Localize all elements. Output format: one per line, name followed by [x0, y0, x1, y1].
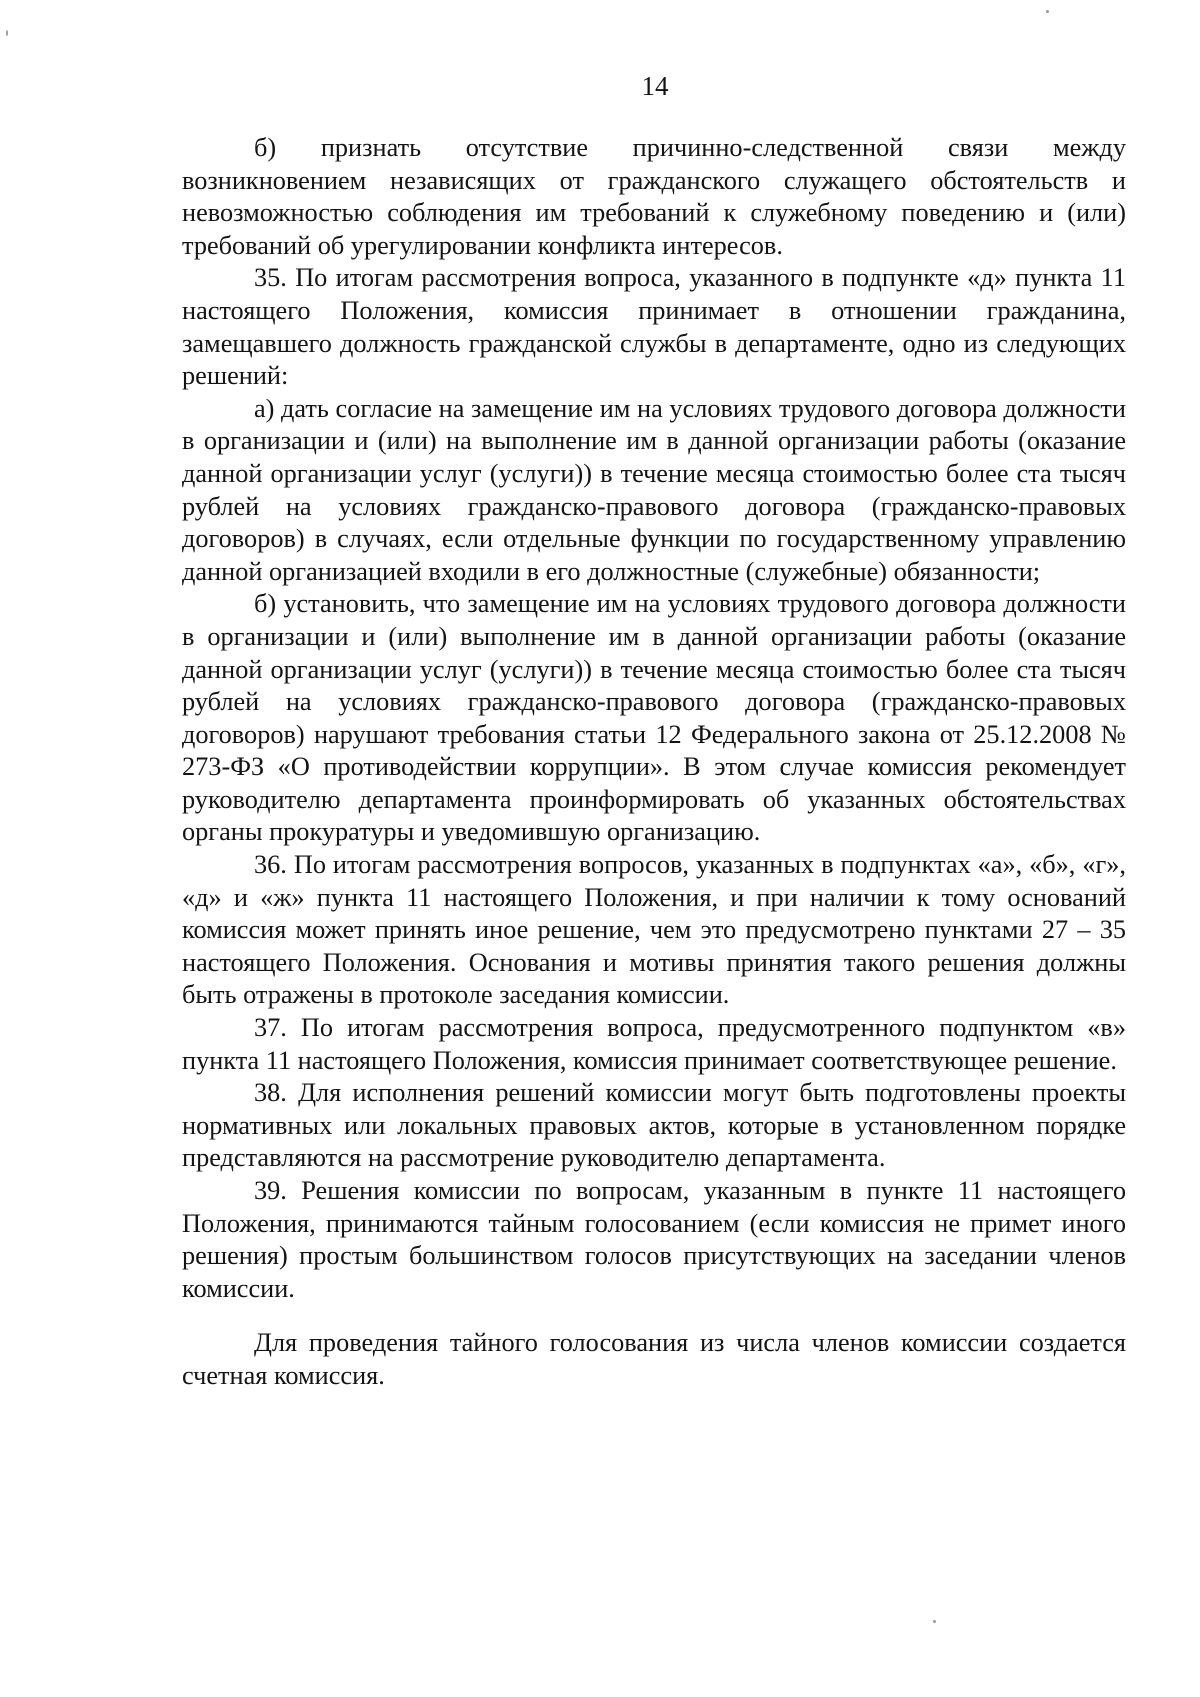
scan-speck — [1046, 10, 1049, 13]
scan-speck — [933, 1620, 936, 1623]
paragraph-34b: б) признать отсутствие причинно-следственной связи между возникновением независящих от гражданского служащего обстоятельств и невозможностью соблюдения им требований к служебному поведению и (или) требований об урегулировании конфликта интересов. — [182, 133, 1126, 260]
page-number: 14 — [641, 71, 669, 101]
paragraph-38: 38. Для исполнения решений комиссии могут быть подготовлены проекты нормативных или локальных правовых актов, которые в установленном порядке представляются на рассмотрение руководителю департамента. — [182, 1078, 1126, 1173]
paragraph-39: 39. Решения комиссии по вопросам, указанным в пункте 11 настоящего Положения, принимаются тайным голосованием (если комиссия не примет иного решения) простым большинством голосов присутствующих на заседании членов комиссии. — [182, 1176, 1126, 1303]
scan-speck — [6, 30, 8, 36]
paragraph-35a: а) дать согласие на замещение им на условиях трудового договора должности в организации и (или) на выполнение им в данной организации работы (оказание данной организации услуг (услуги)) в течение месяца стоимостью более ста тысяч рублей на условиях гражданско-правового договора (гражданско-правовых договоров) в случаях, если отдельные функции по государственному управлению данной организацией входили в его должностные (служебные) обязанности; — [182, 393, 1126, 586]
paragraph-35b: б) установить, что замещение им на условиях трудового договора должности в организации и (или) выполнение им в данной организации работы (оказание данной организации услуг (услуги)) в течение месяца стоимостью более ста тысяч рублей на условиях гражданско-правового договора (гражданско-правовых договоров) нарушают требования статьи 12 Федерального закона от 25.12.2008 № 273-ФЗ «О противодействии коррупции». В этом случае комиссия рекомендует руководителю департамента проинформировать об указанных обстоятельствах органы прокуратуры и уведомившую организацию. — [182, 589, 1126, 847]
paragraph-36: 36. По итогам рассмотрения вопросов, указанных в подпунктах «а», «б», «г», «д» и «ж» пункта 11 настоящего Положения, и при наличии к тому оснований комиссия может принять иное решение, чем это предусмотрено пунктами 27 – 35 настоящего Положения. Основания и мотивы принятия такого решения должны быть отражены в протоколе заседания комиссии. — [182, 850, 1126, 1010]
paragraph-37: 37. По итогам рассмотрения вопроса, предусмотренного подпунктом «в» пункта 11 настоящего Положения, комиссия принимает соответствующее решение. — [182, 1013, 1126, 1075]
document-body — [182, 132, 1126, 1393]
paragraph-counting-commission: Для проведения тайного голосования из числа членов комиссии создается счетная комиссия. — [182, 1328, 1126, 1390]
paragraph-35: 35. По итогам рассмотрения вопроса, указанного в подпункте «д» пункта 11 настоящего Положения, комиссия принимает в отношении гражданина, замещавшего должность гражданской службы в департаменте, одно из следующих решений: — [182, 263, 1126, 391]
